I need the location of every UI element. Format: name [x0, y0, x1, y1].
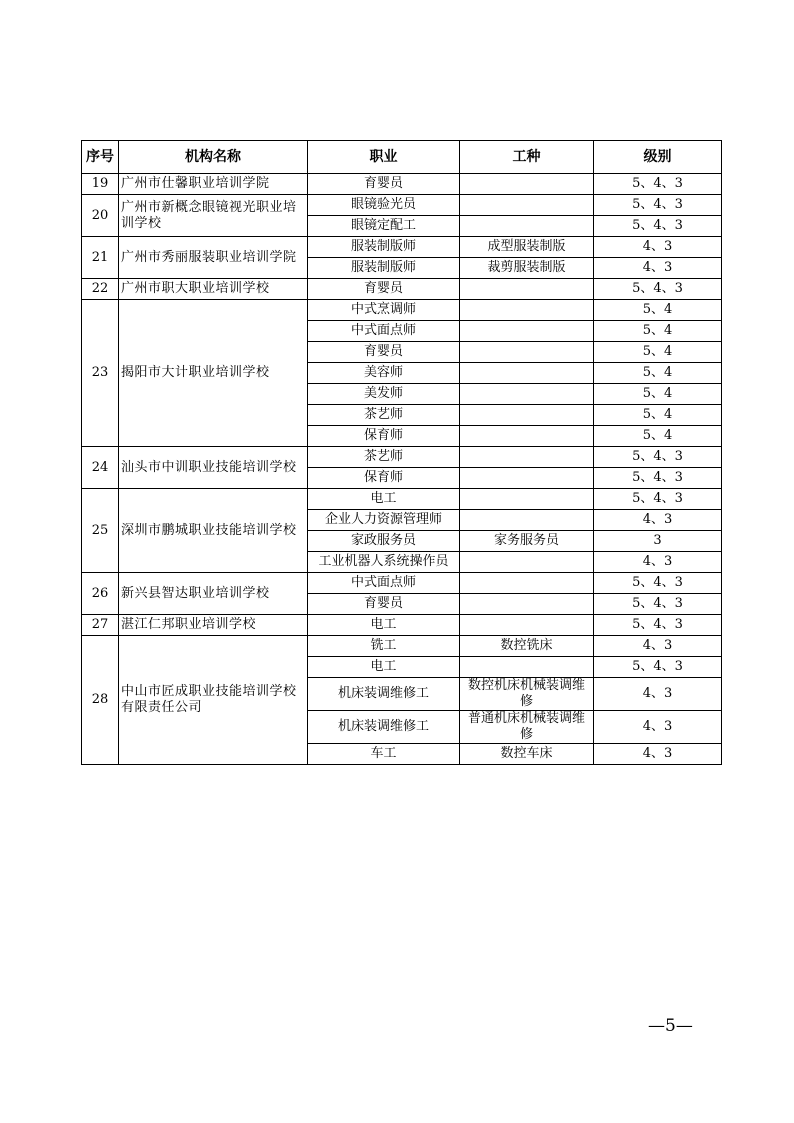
level-cell: 5、4: [594, 300, 722, 321]
header-work-type: 工种: [460, 141, 594, 174]
org-name-cell: 广州市秀丽服装职业培训学院: [119, 237, 308, 279]
work-type-cell: 普通机床机械装调维修: [460, 711, 594, 744]
occupation-cell: 服装制版师: [308, 258, 460, 279]
occupation-cell: 保育师: [308, 426, 460, 447]
level-cell: 5、4、3: [594, 657, 722, 678]
page-number: —5—: [648, 1016, 693, 1036]
header-level: 级别: [594, 141, 722, 174]
table-row: [82, 279, 722, 300]
occupation-cell: 机床装调维修工: [308, 711, 460, 744]
org-name-cell: 汕头市中训职业技能培训学校: [119, 447, 308, 489]
level-cell: 4、3: [594, 258, 722, 279]
seq-cell: 24: [82, 447, 119, 489]
header-org: 机构名称: [119, 141, 308, 174]
level-cell: 5、4、3: [594, 279, 722, 300]
work-type-cell: [460, 195, 594, 216]
header-seq: 序号: [82, 141, 119, 174]
level-cell: 4、3: [594, 237, 722, 258]
occupation-cell: 育婴员: [308, 594, 460, 615]
work-type-cell: [460, 657, 594, 678]
level-cell: 4、3: [594, 678, 722, 711]
occupation-cell: 育婴员: [308, 342, 460, 363]
seq-cell: 27: [82, 615, 119, 636]
level-cell: 5、4、3: [594, 489, 722, 510]
org-name-cell: 深圳市鹏城职业技能培训学校: [119, 489, 308, 573]
org-name-cell: 中山市匠成职业技能培训学校有限责任公司: [119, 636, 308, 765]
occupation-cell: 中式面点师: [308, 321, 460, 342]
seq-cell: 23: [82, 300, 119, 447]
work-type-cell: [460, 174, 594, 195]
work-type-cell: [460, 447, 594, 468]
occupation-cell: 保育师: [308, 468, 460, 489]
seq-cell: 19: [82, 174, 119, 195]
work-type-cell: 数控铣床: [460, 636, 594, 657]
work-type-cell: [460, 615, 594, 636]
level-cell: 4、3: [594, 552, 722, 573]
work-type-cell: [460, 321, 594, 342]
table-row: [82, 615, 722, 636]
seq-cell: 20: [82, 195, 119, 237]
level-cell: 5、4: [594, 321, 722, 342]
seq-cell: 28: [82, 636, 119, 765]
work-type-cell: [460, 384, 594, 405]
work-type-cell: 裁剪服装制版: [460, 258, 594, 279]
level-cell: 5、4: [594, 384, 722, 405]
seq-cell: 25: [82, 489, 119, 573]
level-cell: 5、4、3: [594, 447, 722, 468]
work-type-cell: 成型服装制版: [460, 237, 594, 258]
level-cell: 5、4、3: [594, 174, 722, 195]
work-type-cell: 数控机床机械装调维修: [460, 678, 594, 711]
work-type-cell: [460, 216, 594, 237]
level-cell: 5、4、3: [594, 195, 722, 216]
table-row: [82, 237, 722, 258]
work-type-cell: [460, 363, 594, 384]
occupation-cell: 眼镜定配工: [308, 216, 460, 237]
occupation-cell: 铣工: [308, 636, 460, 657]
level-cell: 4、3: [594, 711, 722, 744]
occupation-cell: 育婴员: [308, 279, 460, 300]
occupation-cell: 企业人力资源管理师: [308, 510, 460, 531]
level-cell: 5、4、3: [594, 216, 722, 237]
seq-cell: 26: [82, 573, 119, 615]
occupation-cell: 电工: [308, 657, 460, 678]
work-type-cell: [460, 594, 594, 615]
occupation-cell: 电工: [308, 489, 460, 510]
level-cell: 5、4、3: [594, 573, 722, 594]
org-name-cell: 新兴县智达职业培训学校: [119, 573, 308, 615]
level-cell: 4、3: [594, 744, 722, 765]
seq-cell: 22: [82, 279, 119, 300]
work-type-cell: 数控车床: [460, 744, 594, 765]
occupation-cell: 育婴员: [308, 174, 460, 195]
occupation-cell: 美容师: [308, 363, 460, 384]
occupation-cell: 服装制版师: [308, 237, 460, 258]
org-name-cell: 广州市仕馨职业培训学院: [119, 174, 308, 195]
level-cell: 5、4、3: [594, 468, 722, 489]
occupation-cell: 电工: [308, 615, 460, 636]
institution-table: [81, 140, 722, 765]
org-name-cell: 广州市职大职业培训学校: [119, 279, 308, 300]
header-occupation: 职业: [308, 141, 460, 174]
work-type-cell: [460, 573, 594, 594]
table-header-row: [82, 141, 722, 174]
occupation-cell: 茶艺师: [308, 447, 460, 468]
table-body: [82, 174, 722, 765]
level-cell: 5、4、3: [594, 594, 722, 615]
occupation-cell: 中式烹调师: [308, 300, 460, 321]
occupation-cell: 眼镜验光员: [308, 195, 460, 216]
work-type-cell: [460, 405, 594, 426]
level-cell: 5、4、3: [594, 615, 722, 636]
table-row: [82, 447, 722, 468]
table-row: [82, 195, 722, 216]
level-cell: 5、4: [594, 405, 722, 426]
level-cell: 5、4: [594, 363, 722, 384]
org-name-cell: 广州市新概念眼镜视光职业培训学校: [119, 195, 308, 237]
work-type-cell: [460, 489, 594, 510]
work-type-cell: [460, 279, 594, 300]
table-row: [82, 573, 722, 594]
level-cell: 4、3: [594, 636, 722, 657]
occupation-cell: 家政服务员: [308, 531, 460, 552]
org-name-cell: 湛江仁邦职业培训学校: [119, 615, 308, 636]
table-row: [82, 636, 722, 657]
work-type-cell: [460, 468, 594, 489]
org-name-cell: 揭阳市大计职业培训学校: [119, 300, 308, 447]
occupation-cell: 工业机器人系统操作员: [308, 552, 460, 573]
level-cell: 4、3: [594, 510, 722, 531]
table-row: [82, 489, 722, 510]
table-row: [82, 174, 722, 195]
work-type-cell: [460, 300, 594, 321]
seq-cell: 21: [82, 237, 119, 279]
work-type-cell: [460, 426, 594, 447]
occupation-cell: 茶艺师: [308, 405, 460, 426]
level-cell: 5、4: [594, 426, 722, 447]
occupation-cell: 机床装调维修工: [308, 678, 460, 711]
level-cell: 5、4: [594, 342, 722, 363]
work-type-cell: [460, 552, 594, 573]
level-cell: 3: [594, 531, 722, 552]
work-type-cell: [460, 342, 594, 363]
table-row: [82, 300, 722, 321]
work-type-cell: [460, 510, 594, 531]
occupation-cell: 车工: [308, 744, 460, 765]
work-type-cell: 家务服务员: [460, 531, 594, 552]
occupation-cell: 中式面点师: [308, 573, 460, 594]
occupation-cell: 美发师: [308, 384, 460, 405]
